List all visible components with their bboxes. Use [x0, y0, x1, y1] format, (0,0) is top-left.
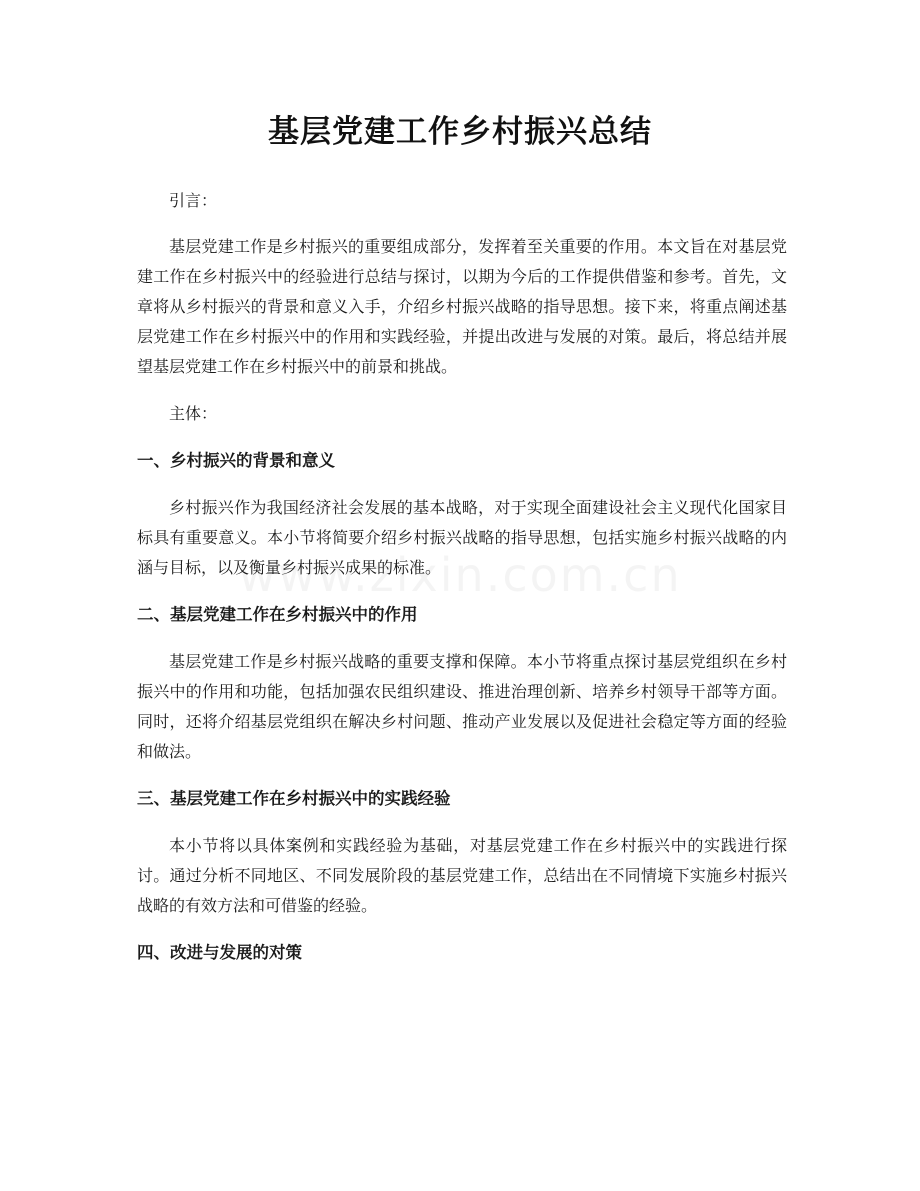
body-label: 主体： [169, 404, 218, 423]
document-body [137, 186, 787, 985]
section-heading-2: 二、基层党建工作在乡村振兴中的作用 [137, 605, 418, 624]
section-paragraph-2: 基层党建工作是乡村振兴战略的重要支撑和保障。本小节将重点探讨基层党组织在乡村振兴中的作用和功能，包括加强农民组织建设、推进治理创新、培养乡村领导干部等方面。同时，还将介绍基层党组织在解决乡村问题、推动产业发展以及促进社会稳定等方面的经验和做法。 [137, 652, 787, 761]
intro-label: 引言： [169, 191, 218, 210]
section-heading-4: 四、改进与发展的对策 [137, 943, 302, 962]
section-heading-1: 一、乡村振兴的背景和意义 [137, 451, 335, 470]
section-heading-3: 三、基层党建工作在乡村振兴中的实践经验 [137, 789, 451, 808]
section-paragraph-1: 乡村振兴作为我国经济社会发展的基本战略，对于实现全面建设社会主义现代化国家目标具有重要意义。本小节将简要介绍乡村振兴战略的指导思想，包括实施乡村振兴战略的内涵与目标，以及衡量乡村振兴成果的标准。 [137, 498, 787, 577]
intro-paragraph: 基层党建工作是乡村振兴的重要组成部分，发挥着至关重要的作用。本文旨在对基层党建工作在乡村振兴中的经验进行总结与探讨，以期为今后的工作提供借鉴和参考。首先，文章将从乡村振兴的背景和意义入手，介绍乡村振兴战略的指导思想。接下来，将重点阐述基层党建工作在乡村振兴中的作用和实践经验，并提出改进与发展的对策。最后，将总结并展望基层党建工作在乡村振兴中的前景和挑战。 [137, 237, 787, 376]
section-paragraph-3: 本小节将以具体案例和实践经验为基础，对基层党建工作在乡村振兴中的实践进行探讨。通过分析不同地区、不同发展阶段的基层党建工作，总结出在不同情境下实施乡村振兴战略的有效方法和可借鉴的经验。 [137, 836, 787, 915]
page-title: 基层党建工作乡村振兴总结 [268, 114, 652, 150]
